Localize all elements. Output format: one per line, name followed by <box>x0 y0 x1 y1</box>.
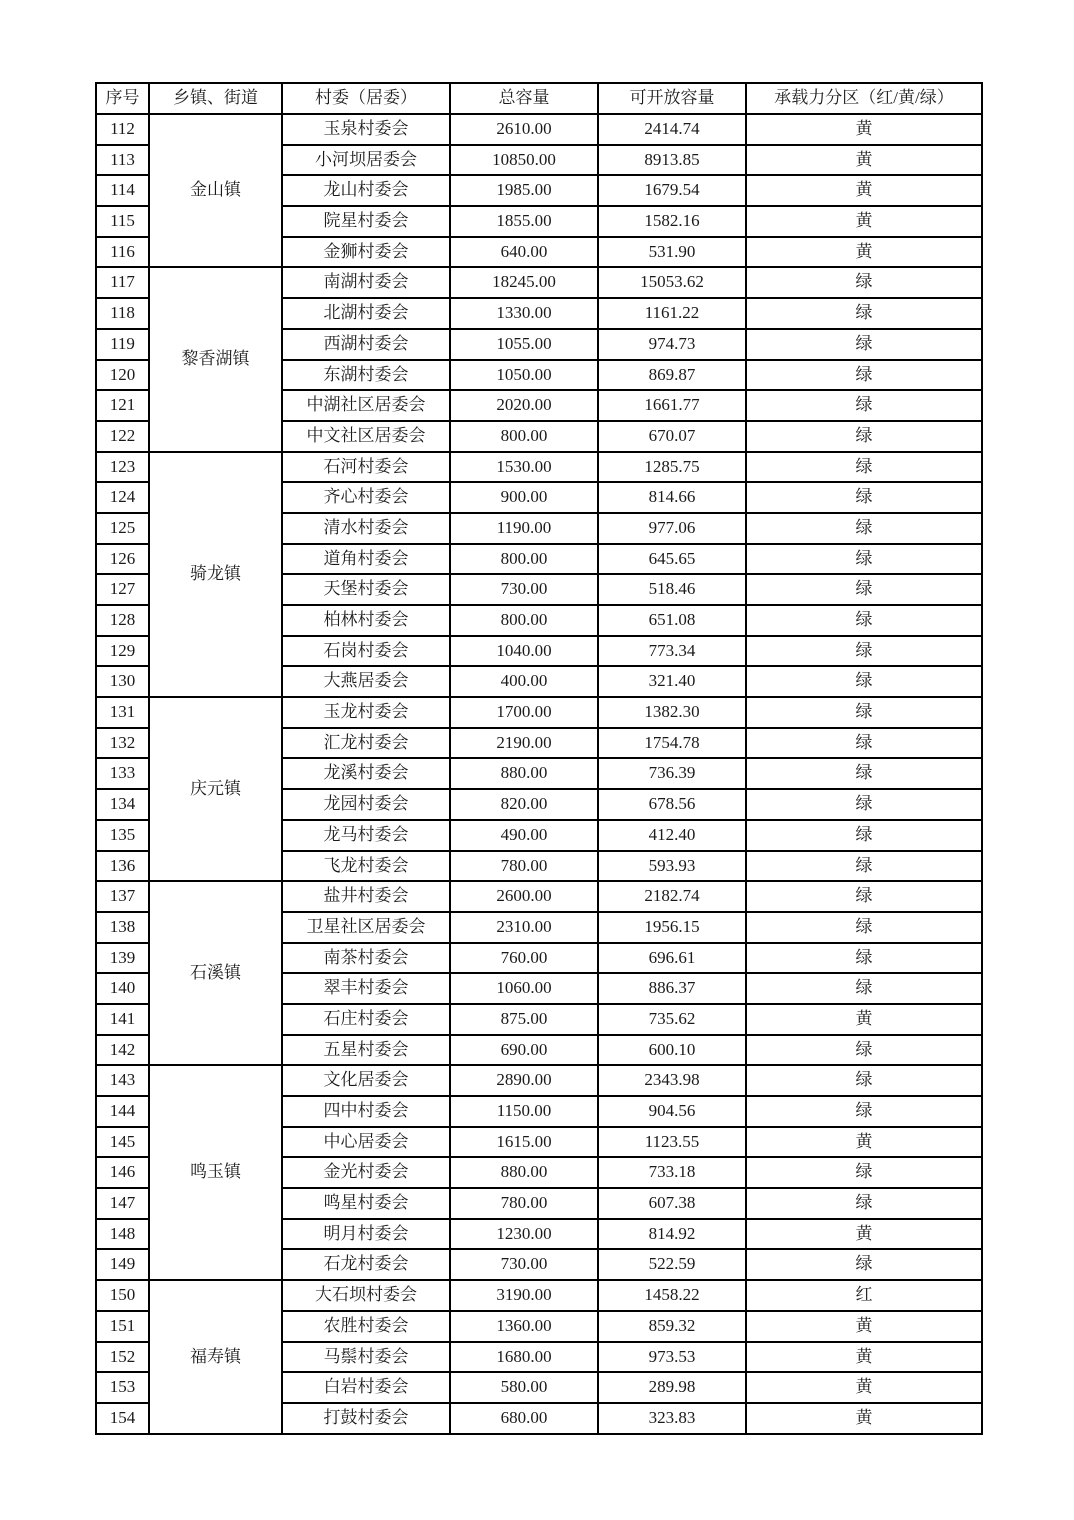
row-number-cell: 113 <box>96 145 149 176</box>
row-number-cell: 147 <box>96 1188 149 1219</box>
zone-cell: 绿 <box>746 1188 982 1219</box>
row-number-cell: 148 <box>96 1219 149 1250</box>
open-capacity-cell: 859.32 <box>598 1311 746 1342</box>
open-capacity-cell: 1754.78 <box>598 728 746 759</box>
village-name-cell: 南茶村委会 <box>282 943 450 974</box>
village-name-cell: 中心居委会 <box>282 1127 450 1158</box>
zone-cell: 绿 <box>746 452 982 483</box>
row-number-cell: 150 <box>96 1280 149 1311</box>
village-name-cell: 石岗村委会 <box>282 636 450 667</box>
total-capacity-cell: 690.00 <box>450 1035 598 1066</box>
township-cell: 金山镇 <box>149 114 282 267</box>
row-number-cell: 120 <box>96 360 149 391</box>
open-capacity-cell: 736.39 <box>598 758 746 789</box>
zone-cell: 绿 <box>746 851 982 882</box>
open-capacity-cell: 974.73 <box>598 329 746 360</box>
village-name-cell: 龙溪村委会 <box>282 758 450 789</box>
open-capacity-cell: 522.59 <box>598 1249 746 1280</box>
zone-cell: 绿 <box>746 329 982 360</box>
village-name-cell: 中湖社区居委会 <box>282 390 450 421</box>
open-capacity-cell: 904.56 <box>598 1096 746 1127</box>
village-name-cell: 五星村委会 <box>282 1035 450 1066</box>
village-name-cell: 大石坝村委会 <box>282 1280 450 1311</box>
village-name-cell: 大燕居委会 <box>282 666 450 697</box>
row-number-cell: 127 <box>96 574 149 605</box>
table-row <box>96 881 982 912</box>
village-name-cell: 东湖村委会 <box>282 360 450 391</box>
row-number-cell: 119 <box>96 329 149 360</box>
open-capacity-cell: 977.06 <box>598 513 746 544</box>
total-capacity-cell: 1700.00 <box>450 697 598 728</box>
village-name-cell: 北湖村委会 <box>282 298 450 329</box>
total-capacity-cell: 900.00 <box>450 482 598 513</box>
header-row <box>96 83 982 114</box>
township-cell: 骑龙镇 <box>149 452 282 698</box>
zone-cell: 绿 <box>746 482 982 513</box>
open-capacity-cell: 289.98 <box>598 1372 746 1403</box>
zone-cell: 绿 <box>746 789 982 820</box>
total-capacity-cell: 640.00 <box>450 237 598 268</box>
total-capacity-cell: 1050.00 <box>450 360 598 391</box>
zone-cell: 红 <box>746 1280 982 1311</box>
village-name-cell: 龙园村委会 <box>282 789 450 820</box>
row-number-cell: 143 <box>96 1065 149 1096</box>
total-capacity-cell: 490.00 <box>450 820 598 851</box>
total-capacity-cell: 1530.00 <box>450 452 598 483</box>
zone-cell: 绿 <box>746 421 982 452</box>
open-capacity-cell: 773.34 <box>598 636 746 667</box>
village-name-cell: 齐心村委会 <box>282 482 450 513</box>
village-name-cell: 石河村委会 <box>282 452 450 483</box>
open-capacity-cell: 323.83 <box>598 1403 746 1434</box>
table-row <box>96 452 982 483</box>
zone-cell: 黄 <box>746 1219 982 1250</box>
township-cell: 黎香湖镇 <box>149 267 282 451</box>
row-number-cell: 137 <box>96 881 149 912</box>
row-number-cell: 130 <box>96 666 149 697</box>
row-number-cell: 133 <box>96 758 149 789</box>
village-name-cell: 鸣星村委会 <box>282 1188 450 1219</box>
total-capacity-cell: 2890.00 <box>450 1065 598 1096</box>
total-capacity-cell: 800.00 <box>450 421 598 452</box>
zone-cell: 黄 <box>746 206 982 237</box>
row-number-cell: 146 <box>96 1157 149 1188</box>
village-name-cell: 石庄村委会 <box>282 1004 450 1035</box>
open-capacity-cell: 1582.16 <box>598 206 746 237</box>
village-name-cell: 龙山村委会 <box>282 175 450 206</box>
total-capacity-cell: 400.00 <box>450 666 598 697</box>
village-name-cell: 明月村委会 <box>282 1219 450 1250</box>
col-header-number: 序号 <box>96 83 149 114</box>
open-capacity-cell: 696.61 <box>598 943 746 974</box>
total-capacity-cell: 680.00 <box>450 1403 598 1434</box>
zone-cell: 绿 <box>746 758 982 789</box>
zone-cell: 黄 <box>746 1403 982 1434</box>
village-name-cell: 中文社区居委会 <box>282 421 450 452</box>
village-name-cell: 白岩村委会 <box>282 1372 450 1403</box>
zone-cell: 绿 <box>746 390 982 421</box>
open-capacity-cell: 321.40 <box>598 666 746 697</box>
township-cell: 石溪镇 <box>149 881 282 1065</box>
open-capacity-cell: 1956.15 <box>598 912 746 943</box>
total-capacity-cell: 2020.00 <box>450 390 598 421</box>
open-capacity-cell: 531.90 <box>598 237 746 268</box>
village-name-cell: 柏林村委会 <box>282 605 450 636</box>
village-name-cell: 小河坝居委会 <box>282 145 450 176</box>
col-header-township: 乡镇、街道 <box>149 83 282 114</box>
row-number-cell: 131 <box>96 697 149 728</box>
total-capacity-cell: 1615.00 <box>450 1127 598 1158</box>
total-capacity-cell: 880.00 <box>450 1157 598 1188</box>
open-capacity-cell: 973.53 <box>598 1342 746 1373</box>
row-number-cell: 149 <box>96 1249 149 1280</box>
table-row <box>96 697 982 728</box>
zone-cell: 绿 <box>746 636 982 667</box>
row-number-cell: 134 <box>96 789 149 820</box>
open-capacity-cell: 1382.30 <box>598 697 746 728</box>
zone-cell: 绿 <box>746 267 982 298</box>
zone-cell: 绿 <box>746 513 982 544</box>
row-number-cell: 145 <box>96 1127 149 1158</box>
total-capacity-cell: 2310.00 <box>450 912 598 943</box>
open-capacity-cell: 678.56 <box>598 789 746 820</box>
total-capacity-cell: 18245.00 <box>450 267 598 298</box>
open-capacity-cell: 735.62 <box>598 1004 746 1035</box>
open-capacity-cell: 1458.22 <box>598 1280 746 1311</box>
total-capacity-cell: 800.00 <box>450 605 598 636</box>
row-number-cell: 153 <box>96 1372 149 1403</box>
total-capacity-cell: 1230.00 <box>450 1219 598 1250</box>
zone-cell: 绿 <box>746 1065 982 1096</box>
open-capacity-cell: 15053.62 <box>598 267 746 298</box>
open-capacity-cell: 1161.22 <box>598 298 746 329</box>
zone-cell: 绿 <box>746 973 982 1004</box>
row-number-cell: 126 <box>96 544 149 575</box>
row-number-cell: 128 <box>96 605 149 636</box>
village-name-cell: 院星村委会 <box>282 206 450 237</box>
open-capacity-cell: 412.40 <box>598 820 746 851</box>
table-header <box>96 83 982 114</box>
total-capacity-cell: 820.00 <box>450 789 598 820</box>
zone-cell: 黄 <box>746 1342 982 1373</box>
open-capacity-cell: 600.10 <box>598 1035 746 1066</box>
capacity-table <box>95 82 983 1435</box>
open-capacity-cell: 886.37 <box>598 973 746 1004</box>
zone-cell: 绿 <box>746 360 982 391</box>
row-number-cell: 112 <box>96 114 149 145</box>
village-name-cell: 龙马村委会 <box>282 820 450 851</box>
zone-cell: 绿 <box>746 1157 982 1188</box>
row-number-cell: 139 <box>96 943 149 974</box>
village-name-cell: 清水村委会 <box>282 513 450 544</box>
row-number-cell: 114 <box>96 175 149 206</box>
row-number-cell: 154 <box>96 1403 149 1434</box>
row-number-cell: 121 <box>96 390 149 421</box>
table-row <box>96 267 982 298</box>
open-capacity-cell: 645.65 <box>598 544 746 575</box>
village-name-cell: 石龙村委会 <box>282 1249 450 1280</box>
total-capacity-cell: 730.00 <box>450 1249 598 1280</box>
open-capacity-cell: 607.38 <box>598 1188 746 1219</box>
open-capacity-cell: 593.93 <box>598 851 746 882</box>
open-capacity-cell: 2343.98 <box>598 1065 746 1096</box>
total-capacity-cell: 2600.00 <box>450 881 598 912</box>
village-name-cell: 汇龙村委会 <box>282 728 450 759</box>
open-capacity-cell: 733.18 <box>598 1157 746 1188</box>
table-row <box>96 1280 982 1311</box>
open-capacity-cell: 1679.54 <box>598 175 746 206</box>
row-number-cell: 118 <box>96 298 149 329</box>
col-header-open-capacity: 可开放容量 <box>598 83 746 114</box>
total-capacity-cell: 580.00 <box>450 1372 598 1403</box>
open-capacity-cell: 651.08 <box>598 605 746 636</box>
zone-cell: 绿 <box>746 544 982 575</box>
village-name-cell: 文化居委会 <box>282 1065 450 1096</box>
village-name-cell: 天堡村委会 <box>282 574 450 605</box>
open-capacity-cell: 1123.55 <box>598 1127 746 1158</box>
open-capacity-cell: 8913.85 <box>598 145 746 176</box>
total-capacity-cell: 760.00 <box>450 943 598 974</box>
zone-cell: 黄 <box>746 114 982 145</box>
zone-cell: 绿 <box>746 697 982 728</box>
village-name-cell: 金光村委会 <box>282 1157 450 1188</box>
row-number-cell: 142 <box>96 1035 149 1066</box>
table-body <box>96 114 982 1434</box>
village-name-cell: 卫星社区居委会 <box>282 912 450 943</box>
village-name-cell: 四中村委会 <box>282 1096 450 1127</box>
open-capacity-cell: 1661.77 <box>598 390 746 421</box>
total-capacity-cell: 780.00 <box>450 851 598 882</box>
total-capacity-cell: 3190.00 <box>450 1280 598 1311</box>
total-capacity-cell: 10850.00 <box>450 145 598 176</box>
zone-cell: 黄 <box>746 1127 982 1158</box>
open-capacity-cell: 814.92 <box>598 1219 746 1250</box>
zone-cell: 黄 <box>746 1004 982 1035</box>
total-capacity-cell: 2190.00 <box>450 728 598 759</box>
total-capacity-cell: 1060.00 <box>450 973 598 1004</box>
open-capacity-cell: 670.07 <box>598 421 746 452</box>
row-number-cell: 135 <box>96 820 149 851</box>
village-name-cell: 飞龙村委会 <box>282 851 450 882</box>
col-header-total-capacity: 总容量 <box>450 83 598 114</box>
zone-cell: 绿 <box>746 912 982 943</box>
zone-cell: 黄 <box>746 237 982 268</box>
total-capacity-cell: 780.00 <box>450 1188 598 1219</box>
row-number-cell: 151 <box>96 1311 149 1342</box>
zone-cell: 绿 <box>746 1249 982 1280</box>
row-number-cell: 122 <box>96 421 149 452</box>
col-header-zone: 承载力分区（红/黄/绿） <box>746 83 982 114</box>
zone-cell: 绿 <box>746 605 982 636</box>
total-capacity-cell: 1150.00 <box>450 1096 598 1127</box>
village-name-cell: 马鬃村委会 <box>282 1342 450 1373</box>
total-capacity-cell: 1040.00 <box>450 636 598 667</box>
total-capacity-cell: 1985.00 <box>450 175 598 206</box>
zone-cell: 绿 <box>746 1096 982 1127</box>
zone-cell: 绿 <box>746 298 982 329</box>
row-number-cell: 125 <box>96 513 149 544</box>
total-capacity-cell: 1055.00 <box>450 329 598 360</box>
table-row <box>96 114 982 145</box>
village-name-cell: 金狮村委会 <box>282 237 450 268</box>
row-number-cell: 124 <box>96 482 149 513</box>
row-number-cell: 123 <box>96 452 149 483</box>
total-capacity-cell: 1680.00 <box>450 1342 598 1373</box>
village-name-cell: 盐井村委会 <box>282 881 450 912</box>
open-capacity-cell: 518.46 <box>598 574 746 605</box>
row-number-cell: 115 <box>96 206 149 237</box>
row-number-cell: 138 <box>96 912 149 943</box>
township-cell: 鸣玉镇 <box>149 1065 282 1280</box>
zone-cell: 黄 <box>746 1311 982 1342</box>
col-header-village: 村委（居委） <box>282 83 450 114</box>
village-name-cell: 打鼓村委会 <box>282 1403 450 1434</box>
zone-cell: 黄 <box>746 175 982 206</box>
village-name-cell: 南湖村委会 <box>282 267 450 298</box>
total-capacity-cell: 1360.00 <box>450 1311 598 1342</box>
row-number-cell: 136 <box>96 851 149 882</box>
village-name-cell: 玉龙村委会 <box>282 697 450 728</box>
zone-cell: 绿 <box>746 1035 982 1066</box>
total-capacity-cell: 800.00 <box>450 544 598 575</box>
row-number-cell: 116 <box>96 237 149 268</box>
total-capacity-cell: 880.00 <box>450 758 598 789</box>
village-name-cell: 道角村委会 <box>282 544 450 575</box>
total-capacity-cell: 1855.00 <box>450 206 598 237</box>
village-name-cell: 西湖村委会 <box>282 329 450 360</box>
zone-cell: 绿 <box>746 728 982 759</box>
open-capacity-cell: 814.66 <box>598 482 746 513</box>
total-capacity-cell: 1190.00 <box>450 513 598 544</box>
zone-cell: 黄 <box>746 145 982 176</box>
township-cell: 福寿镇 <box>149 1280 282 1433</box>
open-capacity-cell: 869.87 <box>598 360 746 391</box>
total-capacity-cell: 2610.00 <box>450 114 598 145</box>
row-number-cell: 117 <box>96 267 149 298</box>
row-number-cell: 144 <box>96 1096 149 1127</box>
village-name-cell: 农胜村委会 <box>282 1311 450 1342</box>
row-number-cell: 140 <box>96 973 149 1004</box>
row-number-cell: 132 <box>96 728 149 759</box>
open-capacity-cell: 2182.74 <box>598 881 746 912</box>
open-capacity-cell: 1285.75 <box>598 452 746 483</box>
row-number-cell: 129 <box>96 636 149 667</box>
village-name-cell: 翠丰村委会 <box>282 973 450 1004</box>
zone-cell: 绿 <box>746 820 982 851</box>
zone-cell: 绿 <box>746 881 982 912</box>
village-name-cell: 玉泉村委会 <box>282 114 450 145</box>
total-capacity-cell: 875.00 <box>450 1004 598 1035</box>
zone-cell: 绿 <box>746 943 982 974</box>
zone-cell: 绿 <box>746 574 982 605</box>
row-number-cell: 141 <box>96 1004 149 1035</box>
open-capacity-cell: 2414.74 <box>598 114 746 145</box>
table-row <box>96 1065 982 1096</box>
zone-cell: 黄 <box>746 1372 982 1403</box>
zone-cell: 绿 <box>746 666 982 697</box>
township-cell: 庆元镇 <box>149 697 282 881</box>
total-capacity-cell: 730.00 <box>450 574 598 605</box>
row-number-cell: 152 <box>96 1342 149 1373</box>
total-capacity-cell: 1330.00 <box>450 298 598 329</box>
